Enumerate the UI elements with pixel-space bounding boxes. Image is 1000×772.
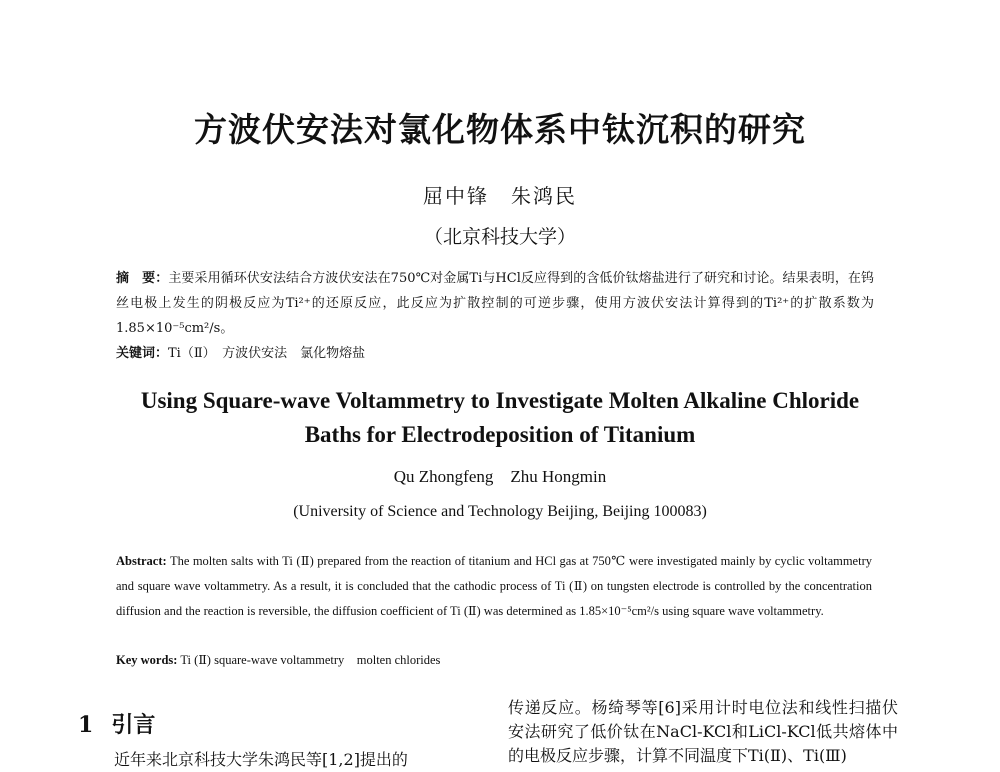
section-number: 1 bbox=[78, 712, 94, 738]
authors-en: Qu Zhongfeng Zhu Hongmin bbox=[393, 467, 607, 486]
keywords-en bbox=[116, 648, 872, 673]
body-left-column: 近年来北京科技大学朱鸿民等[1,2]提出的 bbox=[114, 750, 408, 769]
keywords-zh-text: Ti（Ⅱ） 方波伏安法 氯化物熔盐 bbox=[168, 346, 366, 361]
paper-title-en-line2: Baths for Electrodeposition of Titanium bbox=[304, 422, 696, 447]
authors-zh: 屈中锋 朱鸿民 bbox=[423, 184, 577, 208]
abstract-en-text: The molten salts with Ti (Ⅱ) prepared from the reaction of titanium and HCl gas at 750℃ were investigated mainly by cyclic voltammetry and square wave voltammetry. As a result, it is concluded that the cathodic process of Ti (Ⅱ) on tungsten electrode is controlled by the concentration diffusion and the reaction is reversible, the diffusion coefficient of Ti (Ⅱ) was determined as 1.85×10⁻⁵cm²/s using square wave voltammetry. bbox=[116, 554, 872, 618]
section-title: 引言 bbox=[111, 712, 156, 738]
abstract-en-label: Abstract: bbox=[116, 554, 167, 568]
paper-title-en bbox=[0, 384, 1000, 452]
keywords-zh-label: 关键词： bbox=[116, 346, 169, 361]
affiliation-en: (University of Science and Technology Beijing, Beijing 100083) bbox=[293, 503, 707, 520]
paper-title-zh: 方波伏安法对氯化物体系中钛沉积的研究 bbox=[194, 110, 806, 149]
section-heading bbox=[78, 708, 155, 739]
paper-title-en-line1: Using Square-wave Voltammetry to Investigate Molten Alkaline Chloride bbox=[140, 388, 860, 413]
abstract-zh bbox=[116, 266, 874, 341]
keywords-en-label: Key words: bbox=[116, 653, 178, 667]
abstract-zh-label: 摘 要： bbox=[116, 271, 169, 286]
abstract-zh-text: 主要采用循环伏安法结合方波伏安法在750℃对金属Ti与HCl反应得到的含低价钛熔盐进行了研究和讨论。结果表明，在钨丝电极上发生的阴极反应为Ti²⁺的还原反应，此反应为扩散控制的可逆步骤，使用方波伏安法计算得到的Ti²⁺的扩散系数为1.85×10⁻⁵cm²/s。 bbox=[116, 271, 874, 336]
keywords-en-text: Ti (Ⅱ) square-wave voltammetry molten chlorides bbox=[180, 653, 441, 667]
abstract-en bbox=[116, 549, 872, 624]
body-right-column: 传递反应。杨绮琴等[6]采用计时电位法和线性扫描伏安法研究了低价钛在NaCl-KCl和LiCl-KCl低共熔体中的电极反应步骤，计算不同温度下Ti(Ⅱ)、Ti(Ⅲ) bbox=[508, 698, 898, 765]
affiliation-zh: （北京科技大学） bbox=[423, 226, 576, 248]
keywords-zh bbox=[116, 341, 874, 366]
